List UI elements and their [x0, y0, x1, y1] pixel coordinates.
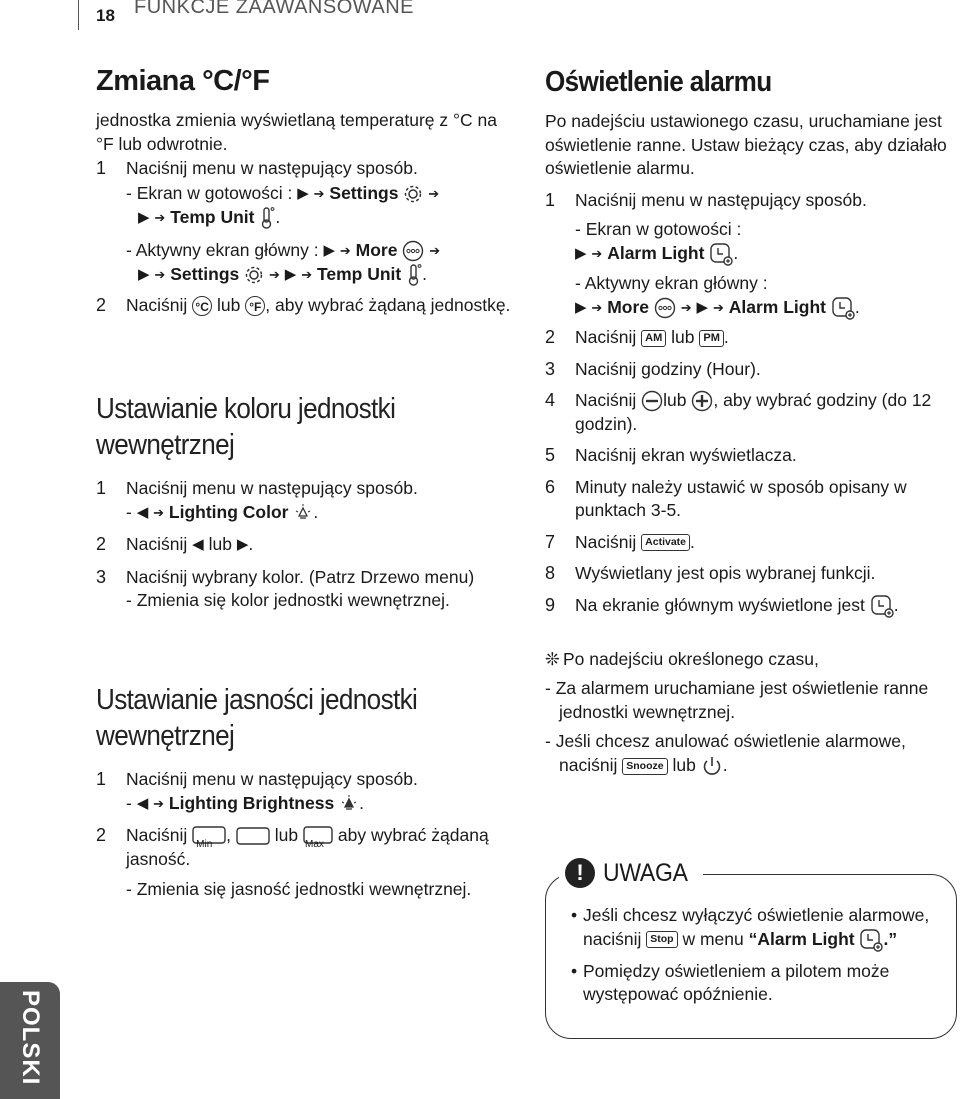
alarm-step-1: 1 Naciśnij menu w następujący sposób.	[545, 189, 867, 210]
temp-step-1b-cont: ▶ ➔ Settings ➔ ▶ ➔ Temp Unit .	[96, 263, 516, 288]
section-title: FUNKCJE ZAAWANSOWANE	[134, 0, 415, 18]
alarm-step-2: 2 Naciśnij AM lub PM .	[545, 327, 729, 347]
caution-box	[545, 860, 957, 1040]
color-section	[96, 391, 516, 613]
caution-label	[559, 858, 703, 888]
more-icon	[654, 297, 676, 319]
page-header	[0, 0, 960, 30]
color-step-1a: - ◀ ➔ Lighting Color .	[96, 501, 516, 526]
color-step-3: 3 Naciśnij wybrany kolor. (Patrz Drzewo menu)	[96, 566, 475, 587]
brightness-step-2: 2 Naciśnij Min , lub Max aby wybrać żądaną jasność.	[96, 825, 489, 870]
brightness-step-1: 1 Naciśnij menu w następujący sposób.	[96, 769, 418, 789]
temp-step-1: 1 Naciśnij menu w następujący sposób.	[96, 158, 418, 178]
power-icon	[701, 755, 723, 777]
alarm-step-4: 4 Naciśnij lub , aby wybrać godziny (do 12 godzin).	[545, 390, 932, 434]
play-icon: ▶	[236, 536, 249, 553]
color-step-2: 2 Naciśnij ◀ lub ▶.	[96, 533, 516, 558]
play-icon: ▶	[138, 209, 150, 226]
more-icon	[402, 240, 424, 262]
note-3: - Jeśli chcesz anulować oświetlenie alarmowe, naciśnij Snooze lub .	[545, 730, 960, 777]
alarm-step-9: 9 Na ekranie głównym wyświetlone jest .	[545, 594, 960, 618]
caution-title: UWAGA	[603, 858, 688, 887]
temp-step-1a-cont: ▶ ➔ Temp Unit .	[96, 206, 516, 231]
thermometer-icon	[259, 206, 275, 230]
celsius-button-icon: °C	[192, 296, 212, 316]
color-step-3-sub: - Zmienia się kolor jednostki wewnętrznej.	[126, 590, 450, 610]
asterisk-icon: ❊	[545, 648, 560, 669]
brightness-step-1a: - ◀ ➔ Lighting Brightness .	[96, 792, 516, 817]
alarm-step-1a: - Ekran w gotowości :	[575, 219, 742, 239]
gear-icon	[244, 265, 264, 285]
alarm-title: Oświetlenie alarmu	[545, 66, 772, 98]
alarm-step-5: 5 Naciśnij ekran wyświetlacza.	[545, 445, 797, 465]
lightbulb-icon	[293, 503, 313, 523]
temp-section	[96, 64, 516, 317]
note-1: ❊ Po nadejściu określonego czasu,	[545, 648, 960, 672]
min-brightness-icon: Min	[192, 824, 226, 848]
minus-icon	[641, 390, 663, 412]
activate-button-icon: Activate	[641, 534, 690, 551]
color-step-1: 1 Naciśnij menu w następujący sposób.	[96, 478, 418, 498]
fahrenheit-button-icon: °F	[245, 296, 265, 316]
thermometer-icon	[406, 263, 422, 287]
note-2: - Za alarmem uruchamiane jest oświetlenie ranne jednostki wewnętrznej.	[545, 678, 929, 722]
language-tab: POLSKI	[0, 982, 60, 1099]
caution-item-1: • Jeśli chcesz wyłączyć oświetlenie alarmowe, naciśnij Stop w menu “Alarm Light .”	[571, 904, 951, 952]
am-button-icon: AM	[641, 330, 666, 347]
temp-title: Zmiana °C/°F	[96, 65, 270, 97]
alarm-notes	[545, 648, 960, 778]
alarm-step-1b: - Aktywny ekran główny :	[575, 273, 768, 293]
alarm-step-7: 7 Naciśnij Activate .	[545, 531, 695, 552]
brightness-title-line1: Ustawianie jasności jednostki	[96, 684, 418, 716]
alarm-step-6: 6 Minuty należy ustawić w sposób opisany w punktach 3-5.	[545, 476, 907, 520]
temp-intro: jednostka zmienia wyświetlaną temperaturę z °C na °F lub odwrotnie.	[96, 110, 497, 154]
exclamation-icon: !	[565, 858, 595, 888]
alarm-intro: Po nadejściu ustawionego czasu, uruchamiane jest oświetlenie ranne. Ustaw bieżący czas, aby działało oświetlenie alarmu.	[545, 111, 947, 178]
back-icon: ◀	[136, 503, 149, 521]
alarm-clock-icon	[831, 296, 855, 320]
brightness-section	[96, 682, 516, 901]
play-icon: ▶	[297, 184, 309, 202]
header-divider	[78, 0, 79, 30]
color-title-line2: wewnętrznej	[96, 429, 235, 461]
page-number: 18	[96, 6, 115, 25]
alarm-step-1b-cont: ▶ ➔ More ➔ ▶ ➔ Alarm Light .	[545, 296, 960, 321]
temp-step-1b: - Aktywny ekran główny : ▶ ➔ More ➔	[96, 239, 516, 264]
temp-step-2: 2 Naciśnij °C lub °F , aby wybrać żądaną jednostkę.	[96, 294, 511, 315]
arrow-icon: ➔	[313, 185, 325, 201]
gear-icon	[403, 184, 423, 204]
back-icon: ◀	[136, 794, 149, 812]
alarm-step-8: 8 Wyświetlany jest opis wybranej funkcji.	[545, 563, 876, 583]
alarm-clock-icon	[709, 242, 733, 266]
caution-item-2: • Pomiędzy oświetleniem a pilotem może występować opóźnienie.	[571, 960, 890, 1005]
max-brightness-icon: Max	[303, 824, 333, 848]
alarm-section	[545, 64, 960, 777]
alarm-step-3: 3 Naciśnij godziny (Hour).	[545, 358, 761, 379]
brightness-title-line2: wewnętrznej	[96, 720, 235, 752]
alarm-clock-icon	[870, 594, 894, 618]
brightness-icon	[339, 794, 359, 814]
color-title-line1: Ustawianie koloru jednostki	[96, 393, 396, 425]
brightness-step-2-sub: - Zmienia się jasność jednostki wewnętrznej.	[126, 878, 472, 899]
stop-button-icon: Stop	[646, 931, 677, 948]
snooze-button-icon: Snooze	[622, 758, 667, 775]
alarm-step-1a-cont: ▶ ➔ Alarm Light .	[545, 242, 960, 267]
alarm-clock-icon	[859, 928, 883, 952]
plus-icon	[691, 390, 713, 412]
temp-step-1a: - Ekran w gotowości : ▶ ➔ Settings ➔	[96, 182, 516, 207]
back-icon: ◀	[192, 536, 204, 553]
pm-button-icon: PM	[699, 330, 724, 347]
caution-items	[571, 904, 951, 1015]
mid-brightness-icon	[236, 825, 270, 847]
